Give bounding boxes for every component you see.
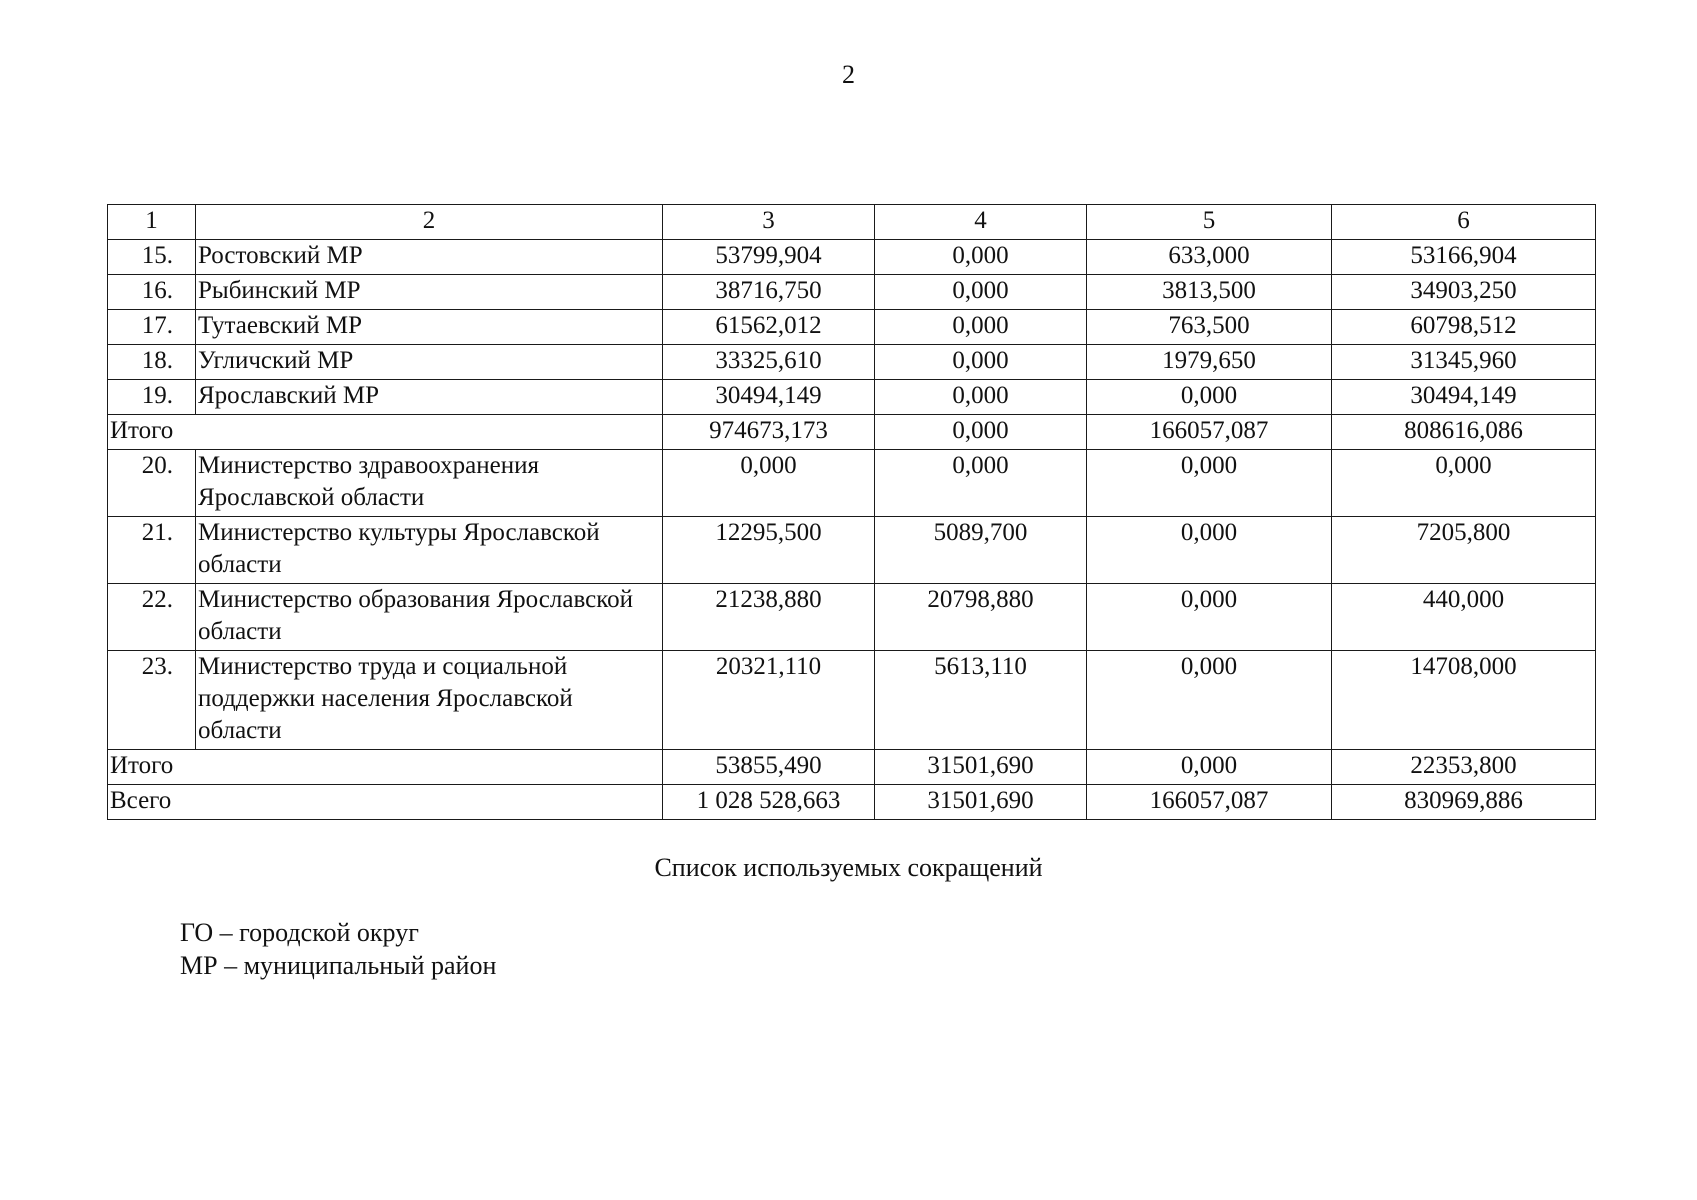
cell-col4: 20798,880 bbox=[875, 584, 1087, 651]
cell-col3: 61562,012 bbox=[663, 310, 875, 345]
cell-col5: 0,000 bbox=[1087, 380, 1332, 415]
cell-col3: 0,000 bbox=[663, 450, 875, 517]
cell-col4: 0,000 bbox=[875, 450, 1087, 517]
cell-col5: 0,000 bbox=[1087, 750, 1332, 785]
header-cell: 2 bbox=[196, 205, 663, 240]
cell-col3: 53855,490 bbox=[663, 750, 875, 785]
cell-col6: 34903,250 bbox=[1332, 275, 1596, 310]
cell-col6: 440,000 bbox=[1332, 584, 1596, 651]
abbreviation-item: ГО – городской округ bbox=[180, 918, 419, 947]
row-number: 16. bbox=[108, 275, 196, 310]
cell-col5: 0,000 bbox=[1087, 450, 1332, 517]
cell-col4: 31501,690 bbox=[875, 785, 1087, 820]
header-cell: 1 bbox=[108, 205, 196, 240]
cell-col3: 21238,880 bbox=[663, 584, 875, 651]
subtotal-label: Итого bbox=[108, 750, 663, 785]
table-row bbox=[108, 517, 1596, 584]
cell-col4: 0,000 bbox=[875, 310, 1087, 345]
row-name: Министерство труда и социальной поддержки населения Ярославской области bbox=[196, 651, 663, 750]
grand-total-label: Всего bbox=[108, 785, 663, 820]
table-row bbox=[108, 450, 1596, 517]
cell-col4: 0,000 bbox=[875, 345, 1087, 380]
row-number: 17. bbox=[108, 310, 196, 345]
row-number: 23. bbox=[108, 651, 196, 750]
cell-col5: 0,000 bbox=[1087, 517, 1332, 584]
table-row bbox=[108, 345, 1596, 380]
cell-col6: 0,000 bbox=[1332, 450, 1596, 517]
row-name: Тутаевский МР bbox=[196, 310, 663, 345]
cell-col5: 166057,087 bbox=[1087, 415, 1332, 450]
row-name: Министерство образования Ярославской области bbox=[196, 584, 663, 651]
table-row bbox=[108, 310, 1596, 345]
cell-col6: 830969,886 bbox=[1332, 785, 1596, 820]
table-header-row bbox=[108, 205, 1596, 240]
cell-col4: 0,000 bbox=[875, 240, 1087, 275]
table-row bbox=[108, 651, 1596, 750]
table-row bbox=[108, 584, 1596, 651]
cell-col5: 3813,500 bbox=[1087, 275, 1332, 310]
abbreviation-item: МР – муниципальный район bbox=[180, 951, 497, 980]
table-row bbox=[108, 240, 1596, 275]
cell-col3: 974673,173 bbox=[663, 415, 875, 450]
cell-col5: 0,000 bbox=[1087, 584, 1332, 651]
header-cell: 4 bbox=[875, 205, 1087, 240]
table-row bbox=[108, 380, 1596, 415]
cell-col3: 33325,610 bbox=[663, 345, 875, 380]
cell-col3: 1 028 528,663 bbox=[663, 785, 875, 820]
subtotal-label: Итого bbox=[108, 415, 663, 450]
cell-col4: 0,000 bbox=[875, 380, 1087, 415]
cell-col3: 30494,149 bbox=[663, 380, 875, 415]
cell-col6: 14708,000 bbox=[1332, 651, 1596, 750]
cell-col3: 53799,904 bbox=[663, 240, 875, 275]
cell-col6: 7205,800 bbox=[1332, 517, 1596, 584]
cell-col3: 12295,500 bbox=[663, 517, 875, 584]
row-number: 18. bbox=[108, 345, 196, 380]
cell-col6: 808616,086 bbox=[1332, 415, 1596, 450]
subtotal-row bbox=[108, 750, 1596, 785]
cell-col6: 30494,149 bbox=[1332, 380, 1596, 415]
row-number: 21. bbox=[108, 517, 196, 584]
cell-col3: 38716,750 bbox=[663, 275, 875, 310]
cell-col5: 1979,650 bbox=[1087, 345, 1332, 380]
cell-col4: 0,000 bbox=[875, 415, 1087, 450]
cell-col6: 60798,512 bbox=[1332, 310, 1596, 345]
header-cell: 6 bbox=[1332, 205, 1596, 240]
row-name: Угличский МР bbox=[196, 345, 663, 380]
cell-col6: 53166,904 bbox=[1332, 240, 1596, 275]
cell-col5: 633,000 bbox=[1087, 240, 1332, 275]
row-name: Рыбинский МР bbox=[196, 275, 663, 310]
abbreviations-list bbox=[180, 916, 496, 982]
page-number: 2 bbox=[842, 60, 855, 89]
row-number: 22. bbox=[108, 584, 196, 651]
cell-col5: 763,500 bbox=[1087, 310, 1332, 345]
row-name: Ярославский МР bbox=[196, 380, 663, 415]
row-number: 19. bbox=[108, 380, 196, 415]
cell-col4: 0,000 bbox=[875, 275, 1087, 310]
abbreviations-title: Список используемых сокращений bbox=[654, 853, 1043, 882]
grand-total-row bbox=[108, 785, 1596, 820]
header-cell: 3 bbox=[663, 205, 875, 240]
subtotal-row bbox=[108, 415, 1596, 450]
cell-col6: 31345,960 bbox=[1332, 345, 1596, 380]
row-name: Министерство культуры Ярославской области bbox=[196, 517, 663, 584]
cell-col4: 5613,110 bbox=[875, 651, 1087, 750]
cell-col5: 166057,087 bbox=[1087, 785, 1332, 820]
budget-table bbox=[107, 204, 1596, 820]
cell-col5: 0,000 bbox=[1087, 651, 1332, 750]
cell-col6: 22353,800 bbox=[1332, 750, 1596, 785]
cell-col3: 20321,110 bbox=[663, 651, 875, 750]
row-name: Ростовский МР bbox=[196, 240, 663, 275]
cell-col4: 31501,690 bbox=[875, 750, 1087, 785]
row-name: Министерство здравоохранения Ярославской области bbox=[196, 450, 663, 517]
header-cell: 5 bbox=[1087, 205, 1332, 240]
row-number: 15. bbox=[108, 240, 196, 275]
cell-col4: 5089,700 bbox=[875, 517, 1087, 584]
table-row bbox=[108, 275, 1596, 310]
row-number: 20. bbox=[108, 450, 196, 517]
